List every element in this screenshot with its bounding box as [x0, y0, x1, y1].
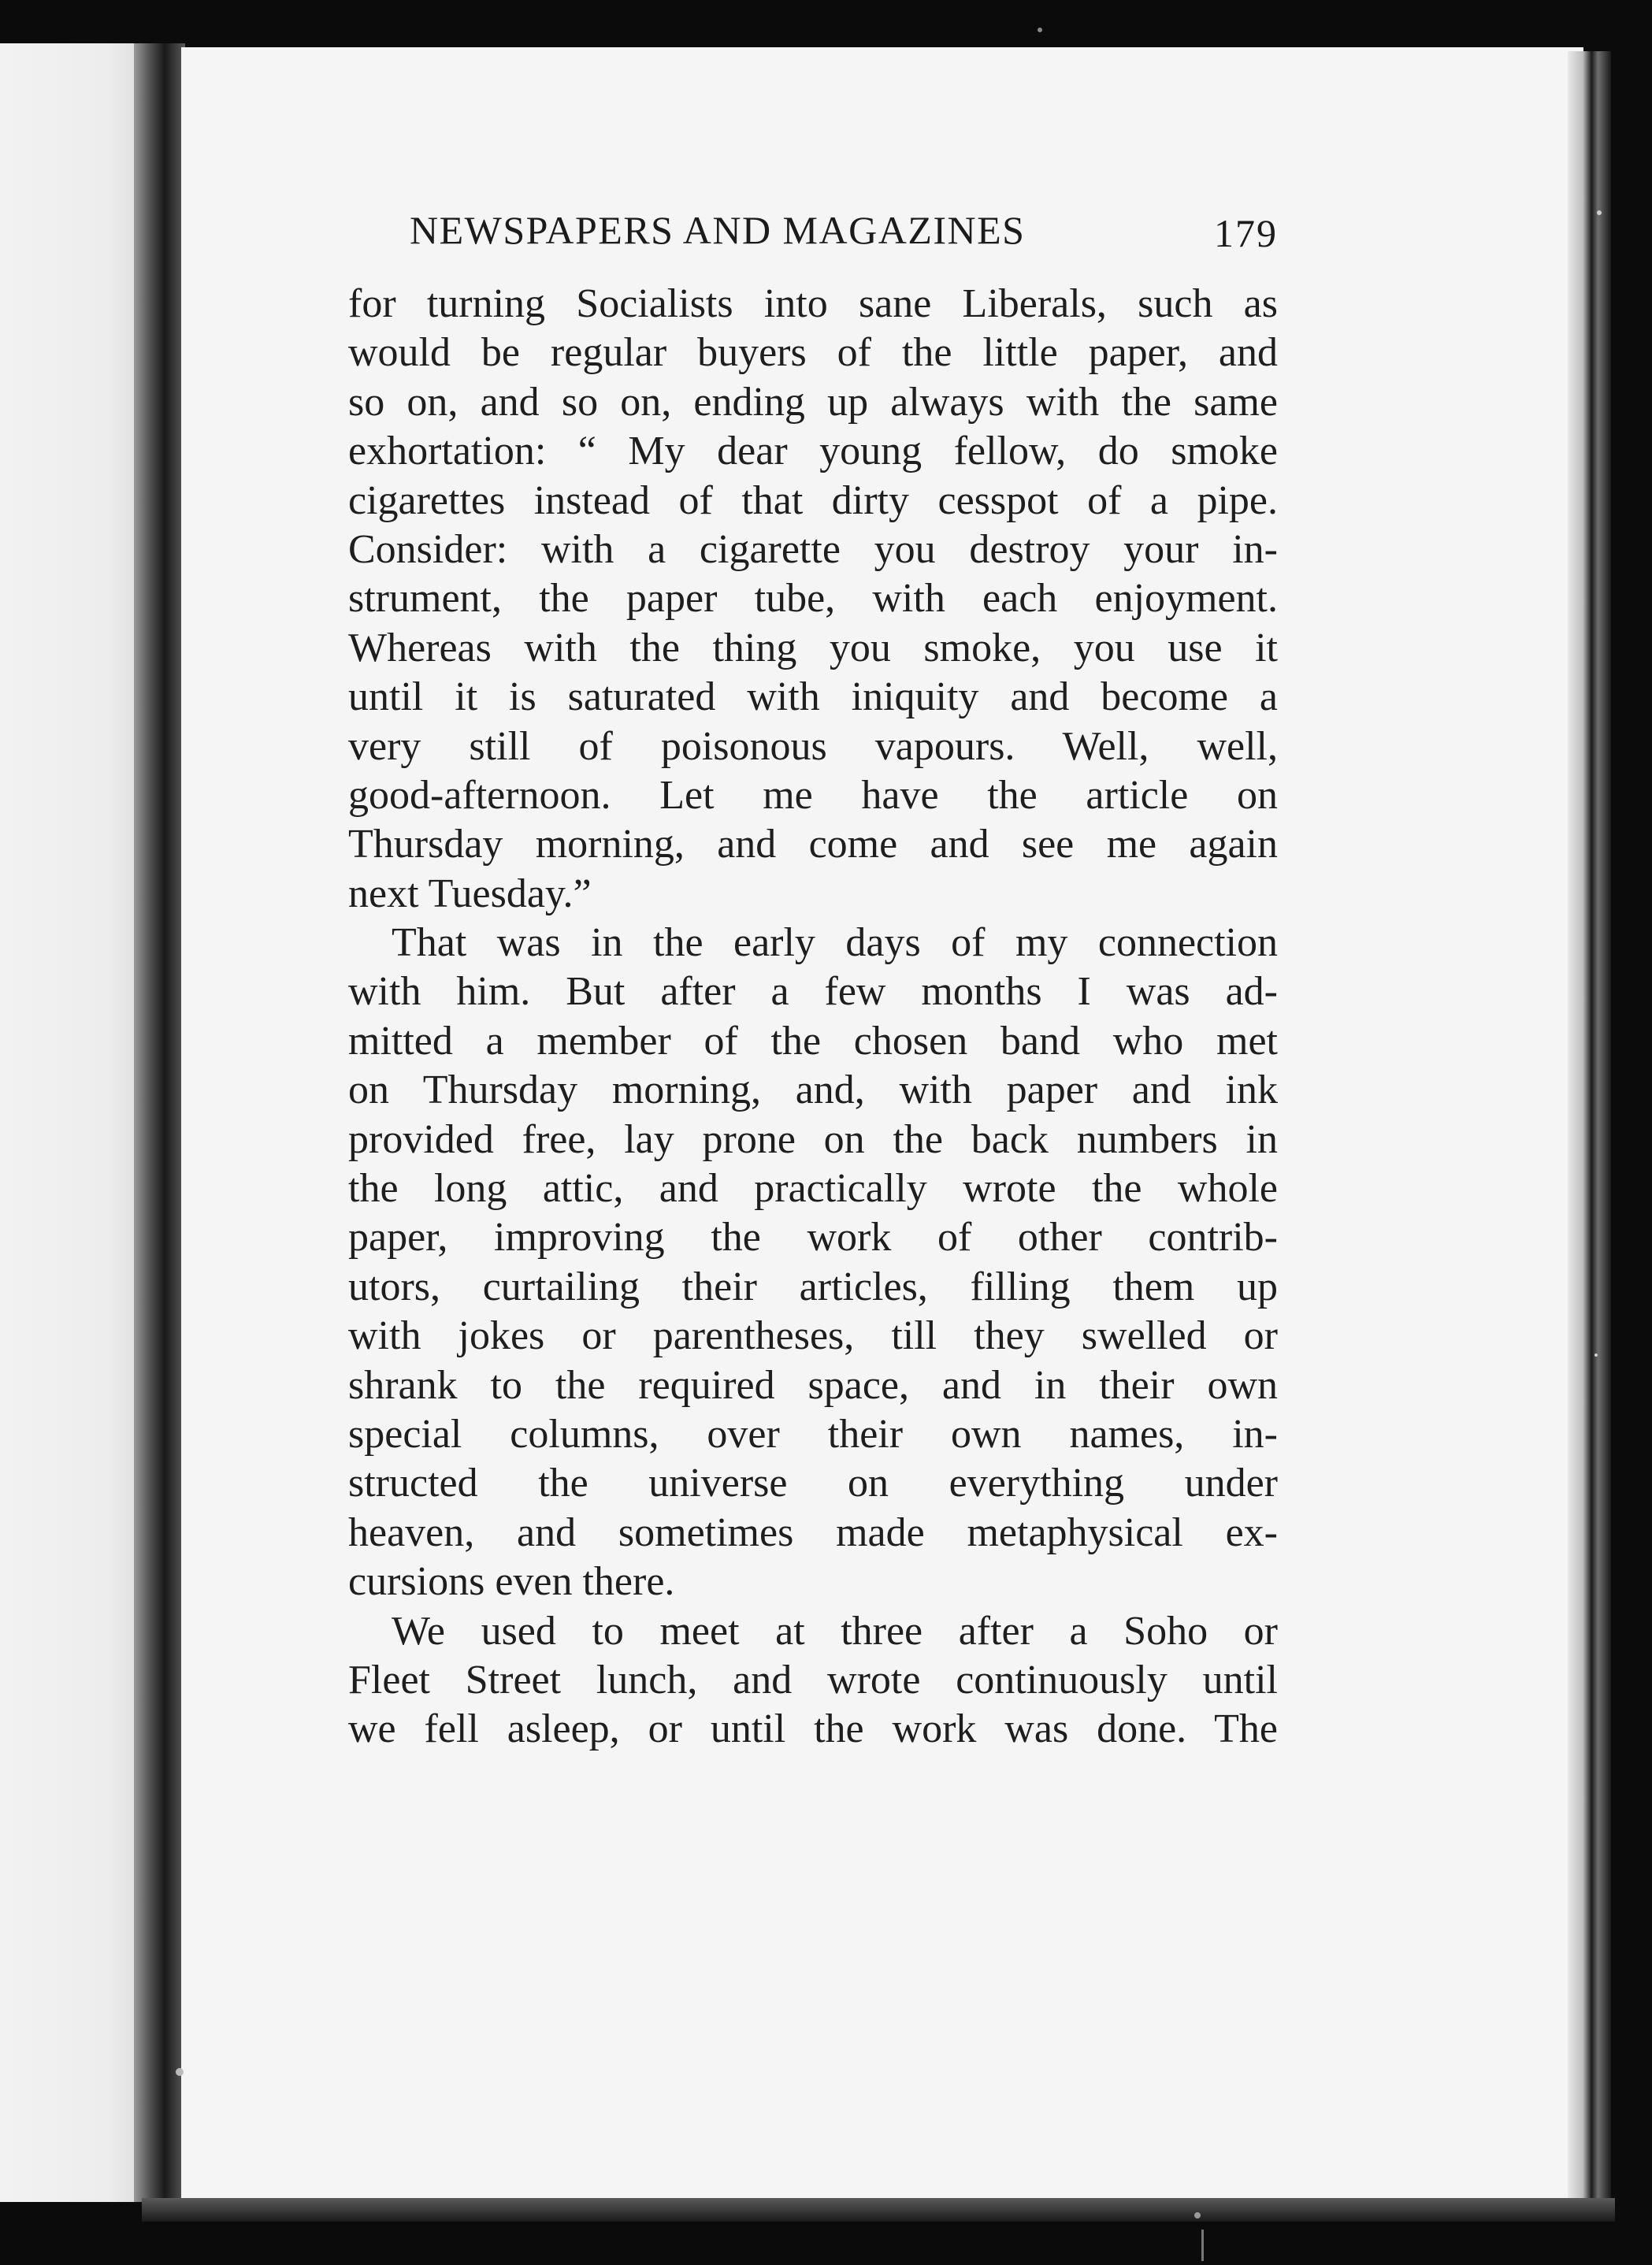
text-line: until it is saturated with iniquity and become a — [348, 674, 1278, 720]
text-line: very still of poisonous vapours. Well, well, — [348, 723, 1278, 769]
text-line: with jokes or parentheses, till they swelled or — [348, 1313, 1278, 1359]
text-line: on Thursday morning, and, with paper and ink — [348, 1068, 1278, 1113]
page-block-edge — [1568, 51, 1611, 2210]
text-line: cursions even there. — [348, 1559, 675, 1605]
facing-page-edge — [0, 43, 154, 2202]
text-line: for turning Socialists into sane Liberals, such as — [348, 281, 1278, 326]
page-number: 179 — [1214, 211, 1278, 255]
text-line: heaven, and sometimes made metaphysical ex- — [348, 1509, 1278, 1555]
text-line: paper, improving the work of other contrib- — [348, 1215, 1278, 1261]
paragraph-first-line: We used to meet at three after a Soho or — [392, 1608, 1278, 1654]
page-bottom-edge — [142, 2198, 1615, 2222]
text-line: special columns, over their own names, in- — [348, 1411, 1278, 1457]
text-line: provided free, lay prone on the back numbers in — [348, 1116, 1278, 1162]
text-line: we fell asleep, or until the work was done. The — [348, 1706, 1278, 1752]
text-line: Thursday morning, and come and see me again — [348, 822, 1278, 867]
text-line: the long attic, and practically wrote the whole — [348, 1166, 1278, 1212]
text-line: shrank to the required space, and in their own — [348, 1362, 1278, 1408]
text-line: Fleet Street lunch, and wrote continuously until — [348, 1657, 1278, 1702]
paragraph-first-line: That was in the early days of my connection — [392, 920, 1278, 966]
text-line: cigarettes instead of that dirty cesspot of a pipe. — [348, 477, 1278, 523]
book-gutter — [134, 43, 185, 2202]
text-line: Consider: with a cigarette you destroy your in- — [348, 526, 1278, 572]
text-line: structed the universe on everything under — [348, 1461, 1278, 1506]
text-line: so on, and so on, ending up always with the same — [348, 379, 1278, 425]
text-line: would be regular buyers of the little paper, and — [348, 330, 1278, 376]
text-line: next Tuesday.” — [348, 871, 592, 916]
text-line: Whereas with the thing you smoke, you use it — [348, 625, 1278, 670]
text-line: strument, the paper tube, with each enjoyment. — [348, 576, 1278, 622]
text-line: mitted a member of the chosen band who met — [348, 1018, 1278, 1064]
body-text — [348, 280, 1278, 1754]
text-line: utors, curtailing their articles, filling them up — [348, 1264, 1278, 1309]
running-head — [410, 207, 1276, 262]
running-title: NEWSPAPERS AND MAGAZINES — [410, 208, 1026, 252]
text-line: good-afternoon. Let me have the article on — [348, 772, 1278, 818]
text-line: exhortation: “ My dear young fellow, do smoke — [348, 429, 1278, 474]
text-line: with him. But after a few months I was ad- — [348, 969, 1278, 1015]
